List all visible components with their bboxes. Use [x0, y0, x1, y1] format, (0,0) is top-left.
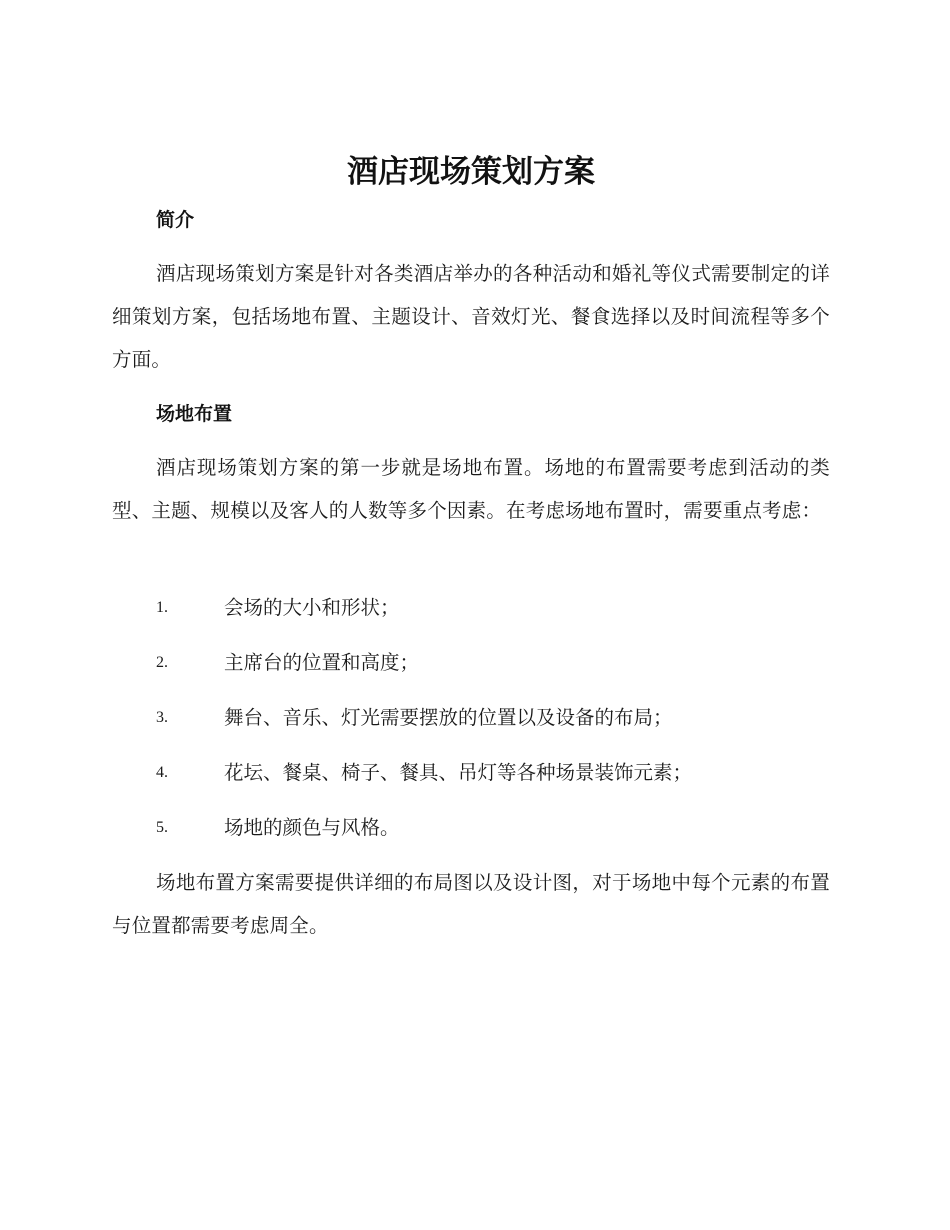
- list-item: [156, 703, 830, 733]
- list-item-text: 会场的大小和形状；: [224, 596, 400, 619]
- section-heading-venue-layout: 场地布置: [156, 403, 233, 425]
- list-item-text: 花坛、餐桌、椅子、餐具、吊灯等各种场景装饰元素；: [224, 761, 693, 784]
- list-item: [156, 648, 830, 678]
- list-item-text: 场地的颜色与风格。: [224, 816, 400, 839]
- list-item: [156, 593, 830, 623]
- list-item-number: 5.: [156, 819, 168, 836]
- list-item: [156, 758, 830, 788]
- venue-layout-paragraph: 酒店现场策划方案的第一步就是场地布置。场地的布置需要考虑到活动的类型、主题、规模以及客人的人数等多个因素。在考虑场地布置时，需要重点考虑：: [112, 456, 830, 522]
- list-item-number: 1.: [156, 599, 168, 616]
- list-item: [156, 813, 830, 843]
- layout-plan-paragraph: 场地布置方案需要提供详细的布局图以及设计图，对于场地中每个元素的布置与位置都需要考虑周全。: [112, 871, 830, 937]
- list-item-number: 2.: [156, 654, 168, 671]
- list-item-number: 4.: [156, 764, 168, 781]
- list-item-text: 主席台的位置和高度；: [224, 651, 420, 674]
- section-heading-intro: 简介: [156, 209, 195, 231]
- document-title: 酒店现场策划方案: [347, 154, 595, 190]
- list-item-text: 舞台、音乐、灯光需要摆放的位置以及设备的布局；: [224, 706, 673, 729]
- list-item-number: 3.: [156, 709, 168, 726]
- intro-paragraph: 酒店现场策划方案是针对各类酒店举办的各种活动和婚礼等仪式需要制定的详细策划方案，包括场地布置、主题设计、音效灯光、餐食选择以及时间流程等多个方面。: [112, 262, 830, 371]
